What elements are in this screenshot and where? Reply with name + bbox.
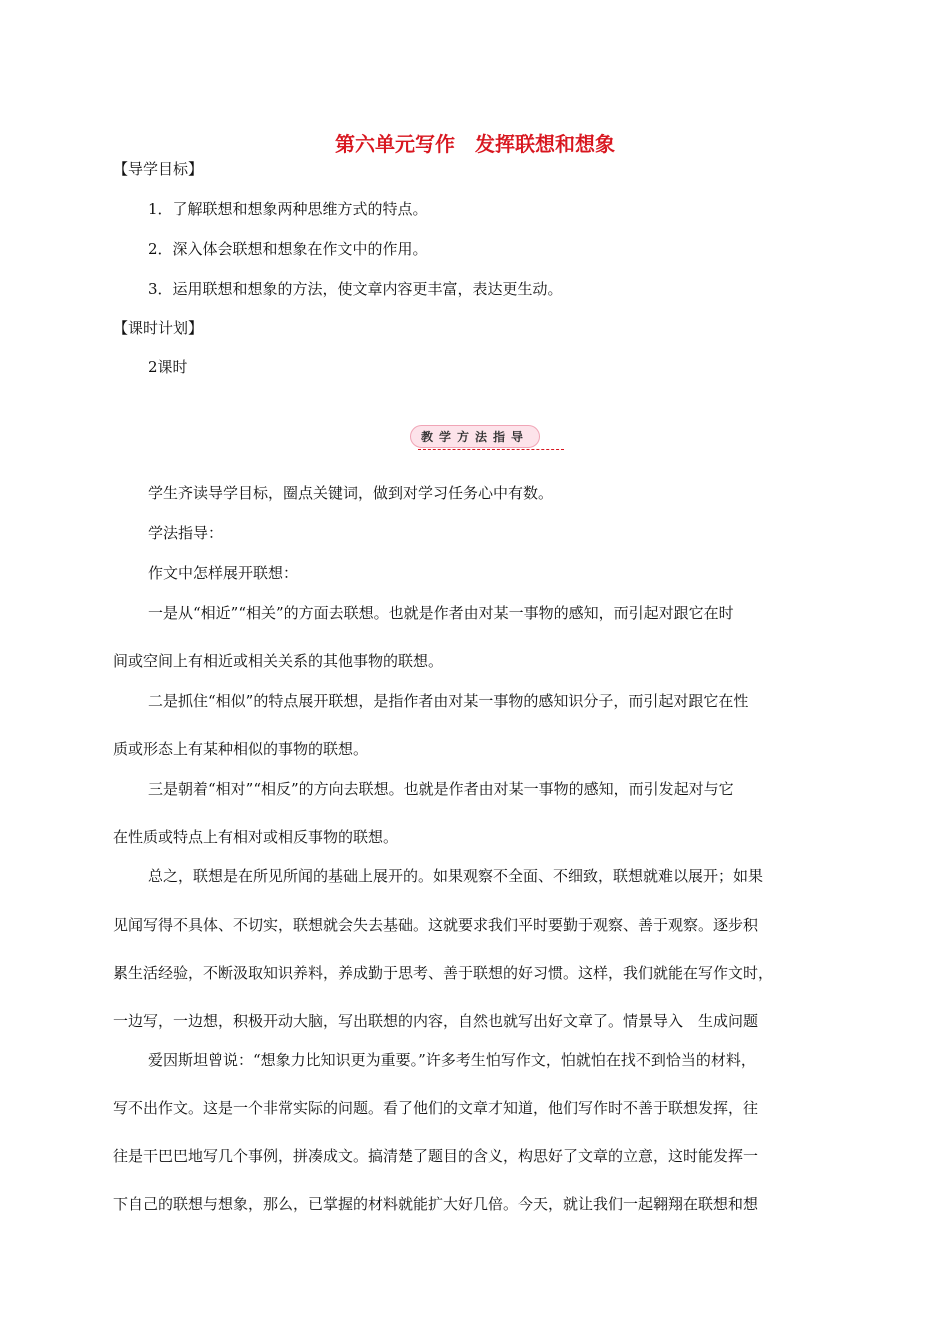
plan-header: 【课时计划】	[113, 319, 204, 337]
goal-item-2: 2．深入体会联想和想象在作文中的作用。	[148, 240, 428, 258]
plan-value: 2课时	[148, 358, 188, 376]
body-line-7: 质或形态上有某种相似的事物的联想。	[113, 740, 369, 758]
section-badge: 教学方法指导	[410, 425, 540, 448]
goal-item-1: 1．了解联想和想象两种思维方式的特点。	[148, 200, 428, 218]
body-line-14: 爱因斯坦曾说：“想象力比知识更为重要。”许多考生怕写作文，怕就怕在找不到恰当的材料，	[148, 1051, 756, 1069]
body-line-16: 往是干巴巴地写几个事例，拼凑成文。搞清楚了题目的含义，构思好了文章的立意，这时能发挥一	[113, 1147, 759, 1165]
goal-item-3: 3．运用联想和想象的方法，使文章内容更丰富，表达更生动。	[148, 280, 563, 298]
body-line-3: 作文中怎样展开联想：	[148, 564, 299, 582]
body-line-1: 学生齐读导学目标，圈点关键词，做到对学习任务心中有数。	[148, 484, 554, 502]
badge-underline-divider	[418, 449, 564, 450]
body-line-12: 累生活经验，不断汲取知识养料，养成勤于思考、善于联想的好习惯。这样，我们就能在写作文时，	[113, 964, 774, 982]
body-line-5: 间或空间上有相近或相关关系的其他事物的联想。	[113, 652, 444, 670]
section-badge-wrap	[0, 425, 950, 448]
body-line-17: 下自己的联想与想象，那么，已掌握的材料就能扩大好几倍。今天，就让我们一起翱翔在联想和想	[113, 1195, 759, 1213]
body-line-2: 学法指导：	[148, 524, 224, 542]
body-line-4: 一是从“相近”“相关”的方面去联想。也就是作者由对某一事物的感知，而引起对跟它在时	[148, 604, 734, 622]
body-line-15: 写不出作文。这是一个非常实际的问题。看了他们的文章才知道，他们写作时不善于联想发挥，往	[113, 1099, 759, 1117]
body-line-10: 总之，联想是在所见所闻的基础上展开的。如果观察不全面、不细致，联想就难以展开；如果	[148, 867, 764, 885]
body-line-9: 在性质或特点上有相对或相反事物的联想。	[113, 828, 399, 846]
body-line-8: 三是朝着“相对”“相反”的方向去联想。也就是作者由对某一事物的感知，而引发起对与它	[148, 780, 734, 798]
body-line-11: 见闻写得不具体、不切实，联想就会失去基础。这就要求我们平时要勤于观察、善于观察。逐步积	[113, 916, 759, 934]
goals-header: 【导学目标】	[113, 160, 204, 178]
page-title: 第六单元写作 发挥联想和想象	[335, 132, 615, 156]
body-line-13: 一边写，一边想，积极开动大脑，写出联想的内容，自然也就写出好文章了。情景导入 生成问题	[113, 1012, 759, 1030]
body-line-6: 二是抓住“相似”的特点展开联想，是指作者由对某一事物的感知识分子，而引起对跟它在性	[148, 692, 749, 710]
